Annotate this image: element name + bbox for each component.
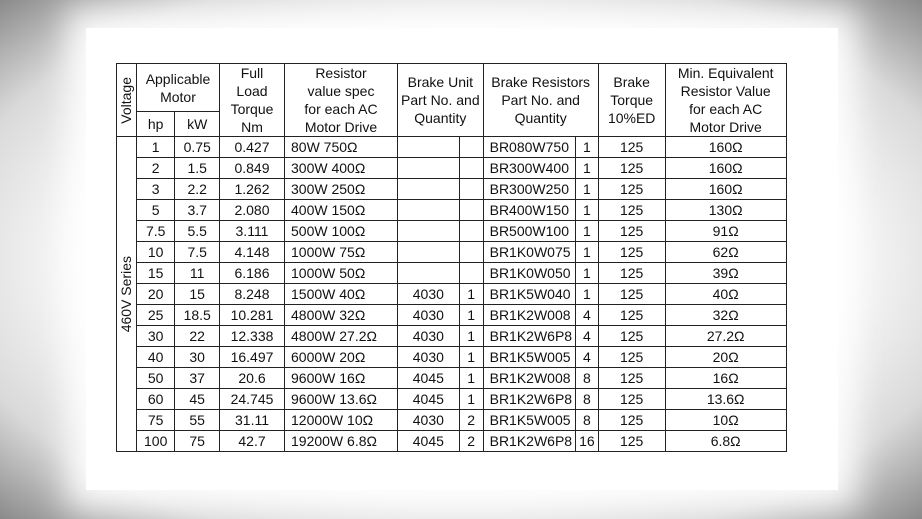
voltage-header: Voltage — [117, 64, 137, 137]
resistor-spec-cell: 4800W 27.2Ω — [285, 326, 398, 347]
brake-torque-cell: 125 — [598, 347, 665, 368]
kw-cell: 0.75 — [175, 137, 220, 158]
brake-torque-cell: 125 — [598, 284, 665, 305]
torque-cell: 20.6 — [220, 368, 285, 389]
brake-torque-cell: 125 — [598, 221, 665, 242]
torque-cell: 0.427 — [220, 137, 285, 158]
min-resistor-cell: 91Ω — [665, 221, 786, 242]
brake-unit-part-cell — [398, 200, 460, 221]
brake-resistor-qty-cell: 8 — [576, 389, 599, 410]
brake-unit-qty-cell — [459, 179, 483, 200]
brake-resistor-qty-cell: 1 — [576, 221, 599, 242]
torque-cell: 4.148 — [220, 242, 285, 263]
brake-torque-cell: 125 — [598, 389, 665, 410]
brake-unit-part-cell — [398, 242, 460, 263]
hp-cell: 1 — [137, 137, 175, 158]
brake-torque-cell: 125 — [598, 137, 665, 158]
brake-resistor-qty-cell: 4 — [576, 347, 599, 368]
brake-unit-qty-cell — [459, 200, 483, 221]
brake-resistor-qty-cell: 1 — [576, 200, 599, 221]
torque-cell: 6.186 — [220, 263, 285, 284]
hp-cell: 50 — [137, 368, 175, 389]
brake-torque-cell: 125 — [598, 305, 665, 326]
brake-resistor-qty-cell: 4 — [576, 326, 599, 347]
brake-resistor-qty-cell: 1 — [576, 158, 599, 179]
brake-resistor-part-cell: BR500W100 — [483, 221, 575, 242]
brake-resistor-table — [116, 63, 787, 452]
kw-cell: 7.5 — [175, 242, 220, 263]
torque-cell: 24.745 — [220, 389, 285, 410]
min-resistor-cell: 130Ω — [665, 200, 786, 221]
brake-resistor-part-cell: BR300W400 — [483, 158, 575, 179]
min-resistor-cell: 40Ω — [665, 284, 786, 305]
resistor-spec-header: Resistor value spec for each AC Motor Drive — [285, 64, 398, 137]
brake-unit-part-cell — [398, 221, 460, 242]
min-resistor-cell: 160Ω — [665, 179, 786, 200]
brake-unit-qty-cell — [459, 242, 483, 263]
min-resistor-cell: 32Ω — [665, 305, 786, 326]
brake-unit-qty-cell — [459, 158, 483, 179]
brake-unit-part-cell: 4030 — [398, 305, 460, 326]
brake-unit-part-cell — [398, 263, 460, 284]
kw-cell: 22 — [175, 326, 220, 347]
brake-unit-qty-cell — [459, 263, 483, 284]
table-row — [117, 305, 787, 326]
table-row — [117, 410, 787, 431]
resistor-spec-cell: 19200W 6.8Ω — [285, 431, 398, 452]
brake-unit-part-cell — [398, 179, 460, 200]
hp-cell: 30 — [137, 326, 175, 347]
table-row — [117, 221, 787, 242]
min-resistor-cell: 62Ω — [665, 242, 786, 263]
brake-resistor-qty-cell: 4 — [576, 305, 599, 326]
brake-torque-cell: 125 — [598, 263, 665, 284]
torque-cell: 31.11 — [220, 410, 285, 431]
brake-unit-qty-cell: 1 — [459, 284, 483, 305]
brake-resistor-qty-cell: 8 — [576, 368, 599, 389]
kw-cell: 2.2 — [175, 179, 220, 200]
kw-cell: 3.7 — [175, 200, 220, 221]
kw-cell: 5.5 — [175, 221, 220, 242]
brake-unit-qty-cell: 1 — [459, 368, 483, 389]
resistor-spec-cell: 300W 250Ω — [285, 179, 398, 200]
hp-cell: 2 — [137, 158, 175, 179]
min-resistor-cell: 160Ω — [665, 158, 786, 179]
resistor-spec-cell: 6000W 20Ω — [285, 347, 398, 368]
kw-cell: 37 — [175, 368, 220, 389]
hp-cell: 75 — [137, 410, 175, 431]
min-equivalent-header: Min. Equivalent Resistor Value for each AC Motor Drive — [665, 64, 786, 137]
resistor-spec-cell: 400W 150Ω — [285, 200, 398, 221]
brake-resistor-part-cell: BR1K5W040 — [483, 284, 575, 305]
brake-torque-cell: 125 — [598, 431, 665, 452]
brake-unit-qty-cell: 1 — [459, 326, 483, 347]
torque-cell: 8.248 — [220, 284, 285, 305]
series-label-cell: 460V Series — [117, 137, 137, 452]
brake-resistor-part-cell: BR400W150 — [483, 200, 575, 221]
hp-cell: 5 — [137, 200, 175, 221]
torque-cell: 1.262 — [220, 179, 285, 200]
kw-cell: 55 — [175, 410, 220, 431]
resistor-spec-cell: 1500W 40Ω — [285, 284, 398, 305]
kw-cell: 45 — [175, 389, 220, 410]
brake-unit-qty-cell — [459, 137, 483, 158]
brake-unit-part-cell: 4030 — [398, 326, 460, 347]
brake-torque-cell: 125 — [598, 200, 665, 221]
brake-resistor-part-cell: BR1K2W008 — [483, 305, 575, 326]
header-row-1 — [117, 64, 787, 112]
resistor-spec-cell: 500W 100Ω — [285, 221, 398, 242]
torque-cell: 12.338 — [220, 326, 285, 347]
min-resistor-cell: 39Ω — [665, 263, 786, 284]
brake-unit-qty-cell: 1 — [459, 305, 483, 326]
brake-resistor-part-cell: BR1K5W005 — [483, 410, 575, 431]
torque-cell: 10.281 — [220, 305, 285, 326]
brake-torque-cell: 125 — [598, 368, 665, 389]
hp-cell: 25 — [137, 305, 175, 326]
kw-cell: 18.5 — [175, 305, 220, 326]
min-resistor-cell: 6.8Ω — [665, 431, 786, 452]
applicable-motor-header: Applicable Motor — [137, 64, 220, 112]
torque-cell: 2.080 — [220, 200, 285, 221]
resistor-spec-cell: 1000W 50Ω — [285, 263, 398, 284]
resistor-spec-cell: 1000W 75Ω — [285, 242, 398, 263]
min-resistor-cell: 20Ω — [665, 347, 786, 368]
resistor-spec-cell: 300W 400Ω — [285, 158, 398, 179]
brake-unit-qty-cell: 1 — [459, 347, 483, 368]
table-row — [117, 263, 787, 284]
brake-resistor-qty-cell: 1 — [576, 179, 599, 200]
table-row — [117, 368, 787, 389]
kw-cell: 1.5 — [175, 158, 220, 179]
brake-resistor-qty-cell: 1 — [576, 263, 599, 284]
hp-cell: 10 — [137, 242, 175, 263]
kw-cell: 11 — [175, 263, 220, 284]
table-row — [117, 389, 787, 410]
hp-cell: 3 — [137, 179, 175, 200]
hp-cell: 15 — [137, 263, 175, 284]
brake-resistor-part-cell: BR1K0W075 — [483, 242, 575, 263]
brake-resistor-part-cell: BR1K0W050 — [483, 263, 575, 284]
brake-unit-part-cell: 4045 — [398, 368, 460, 389]
brake-unit-part-cell — [398, 158, 460, 179]
brake-resistor-part-cell: BR1K2W6P8 — [483, 431, 575, 452]
brake-resistor-part-cell: BR1K2W6P8 — [483, 326, 575, 347]
brake-torque-cell: 125 — [598, 242, 665, 263]
brake-torque-cell: 125 — [598, 326, 665, 347]
table-row — [117, 179, 787, 200]
brake-unit-part-cell: 4045 — [398, 389, 460, 410]
resistor-spec-cell: 4800W 32Ω — [285, 305, 398, 326]
table-row — [117, 431, 787, 452]
brake-torque-header: Brake Torque 10%ED — [598, 64, 665, 137]
table-row — [117, 158, 787, 179]
table-row — [117, 137, 787, 158]
brake-unit-part-cell: 4030 — [398, 347, 460, 368]
brake-resistor-part-cell: BR1K5W005 — [483, 347, 575, 368]
resistor-spec-cell: 9600W 13.6Ω — [285, 389, 398, 410]
brake-unit-part-cell: 4030 — [398, 284, 460, 305]
brake-unit-part-cell — [398, 137, 460, 158]
table-row — [117, 326, 787, 347]
brake-unit-header: Brake Unit Part No. and Quantity — [398, 64, 484, 137]
brake-resistor-qty-cell: 1 — [576, 242, 599, 263]
resistor-spec-cell: 9600W 16Ω — [285, 368, 398, 389]
brake-resistor-qty-cell: 1 — [576, 137, 599, 158]
table-row — [117, 242, 787, 263]
brake-resistor-part-cell: BR1K2W008 — [483, 368, 575, 389]
min-resistor-cell: 27.2Ω — [665, 326, 786, 347]
hp-cell: 60 — [137, 389, 175, 410]
table-row — [117, 347, 787, 368]
kw-header: kW — [175, 112, 220, 137]
brake-resistor-qty-cell: 1 — [576, 284, 599, 305]
hp-cell: 20 — [137, 284, 175, 305]
torque-cell: 16.497 — [220, 347, 285, 368]
brake-unit-qty-cell: 1 — [459, 389, 483, 410]
kw-cell: 30 — [175, 347, 220, 368]
brake-resistor-qty-cell: 16 — [576, 431, 599, 452]
brake-resistor-qty-cell: 8 — [576, 410, 599, 431]
hp-header: hp — [137, 112, 175, 137]
table-row — [117, 284, 787, 305]
torque-cell: 3.111 — [220, 221, 285, 242]
kw-cell: 15 — [175, 284, 220, 305]
brake-unit-qty-cell: 2 — [459, 431, 483, 452]
min-resistor-cell: 16Ω — [665, 368, 786, 389]
torque-cell: 42.7 — [220, 431, 285, 452]
kw-cell: 75 — [175, 431, 220, 452]
min-resistor-cell: 13.6Ω — [665, 389, 786, 410]
hp-cell: 100 — [137, 431, 175, 452]
brake-resistor-part-cell: BR1K2W6P8 — [483, 389, 575, 410]
hp-cell: 7.5 — [137, 221, 175, 242]
brake-unit-qty-cell — [459, 221, 483, 242]
brake-unit-part-cell: 4030 — [398, 410, 460, 431]
brake-torque-cell: 125 — [598, 179, 665, 200]
full-load-torque-header: Full Load Torque Nm — [220, 64, 285, 137]
brake-unit-qty-cell: 2 — [459, 410, 483, 431]
brake-resistor-part-cell: BR300W250 — [483, 179, 575, 200]
table-row — [117, 200, 787, 221]
brake-resistor-part-cell: BR080W750 — [483, 137, 575, 158]
hp-cell: 40 — [137, 347, 175, 368]
brake-torque-cell: 125 — [598, 410, 665, 431]
resistor-spec-cell: 80W 750Ω — [285, 137, 398, 158]
resistor-spec-cell: 12000W 10Ω — [285, 410, 398, 431]
brake-unit-part-cell: 4045 — [398, 431, 460, 452]
brake-torque-cell: 125 — [598, 158, 665, 179]
brake-resistors-header: Brake Resistors Part No. and Quantity — [483, 64, 598, 137]
min-resistor-cell: 160Ω — [665, 137, 786, 158]
min-resistor-cell: 10Ω — [665, 410, 786, 431]
torque-cell: 0.849 — [220, 158, 285, 179]
